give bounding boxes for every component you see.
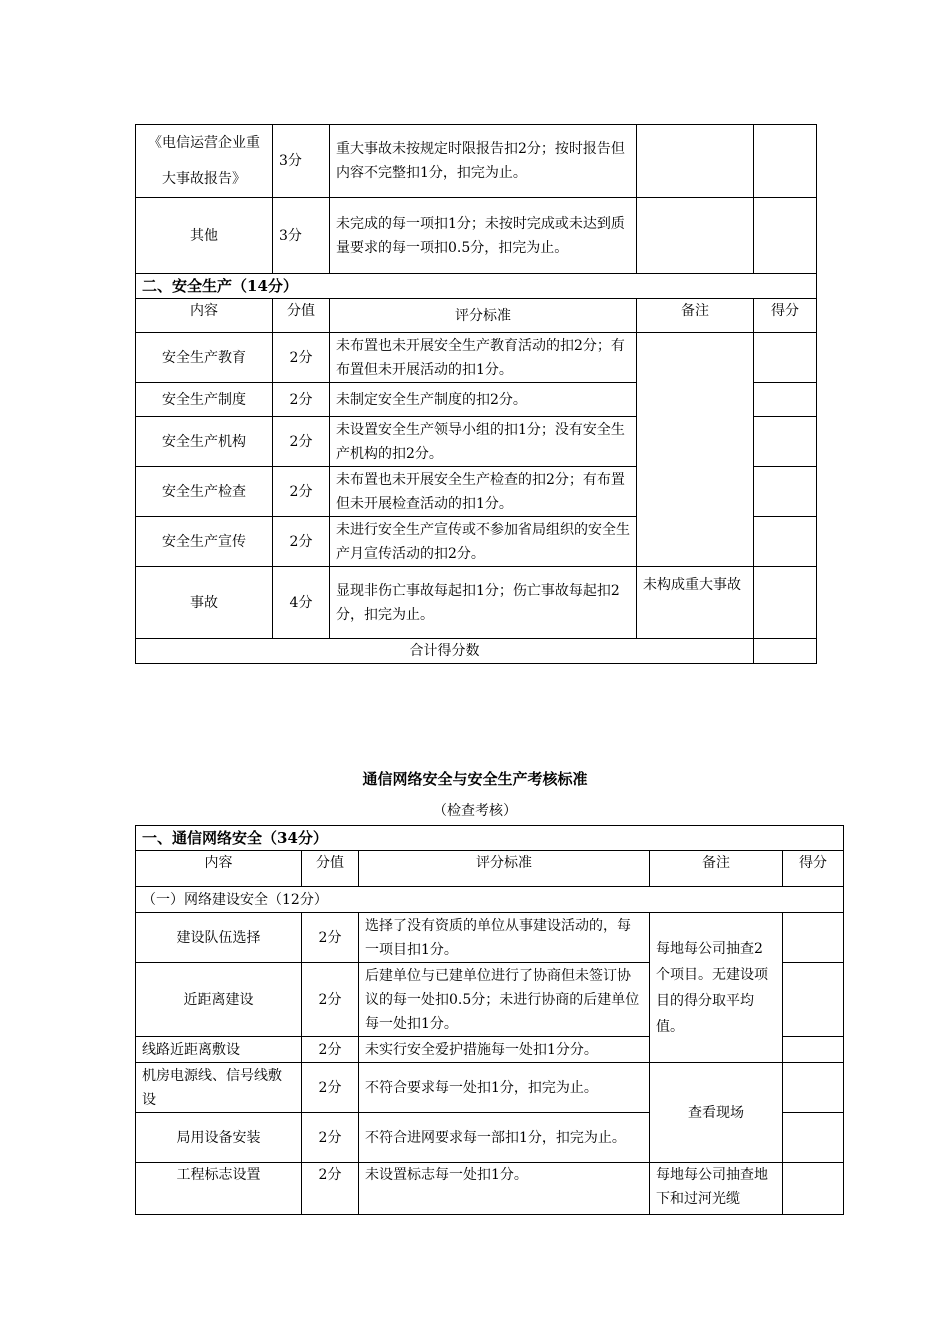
document-subtitle: （检查考核） (433, 803, 517, 819)
content-cell: 安全生产机构 (136, 417, 273, 467)
header-remark: 备注 (650, 851, 783, 887)
remark-cell (637, 125, 754, 198)
content-cell: 《电信运营企业重大事故报告》 (136, 125, 273, 198)
points-cell[interactable] (783, 1163, 844, 1215)
criteria-cell: 重大事故未按规定时限报告扣2分；按时报告但内容不完整扣1分，扣完为止。 (330, 125, 637, 198)
criteria-cell: 未实行安全爱护措施每一处扣1分分。 (359, 1037, 650, 1063)
score-cell: 2分 (273, 383, 330, 417)
criteria-cell: 后建单位与已建单位进行了协商但未签订协议的每一处扣0.5分；未进行协商的后建单位每一处扣1分。 (359, 963, 650, 1037)
score-cell: 2分 (273, 333, 330, 383)
remark-cell: 每地每公司抽查地下和过河光缆 (650, 1163, 783, 1215)
header-row (136, 299, 817, 333)
points-cell[interactable] (754, 198, 817, 274)
header-score: 分值 (273, 299, 330, 333)
header-row (136, 851, 844, 887)
content-cell: 工程标志设置 (136, 1163, 302, 1215)
total-points-cell[interactable] (754, 639, 817, 664)
content-cell: 其他 (136, 198, 273, 274)
criteria-cell: 未制定安全生产制度的扣2分。 (330, 383, 637, 417)
points-cell[interactable] (754, 125, 817, 198)
criteria-cell: 未完成的每一项扣1分；未按时完成或未达到质量要求的每一项扣0.5分，扣完为止。 (330, 198, 637, 274)
table-row (136, 1063, 844, 1113)
section-title: 二、安全生产（14分） (136, 274, 817, 299)
score-cell: 2分 (302, 913, 359, 963)
criteria-cell: 未设置安全生产领导小组的扣1分；没有安全生产机构的扣2分。 (330, 417, 637, 467)
total-label: 合计得分数 (136, 639, 754, 664)
points-cell[interactable] (754, 333, 817, 383)
points-cell[interactable] (783, 963, 844, 1037)
points-cell[interactable] (754, 467, 817, 517)
content-cell: 建设队伍选择 (136, 913, 302, 963)
table-row (136, 333, 817, 383)
content-cell: 安全生产制度 (136, 383, 273, 417)
criteria-cell: 未布置也未开展安全生产检查的扣2分；有布置但未开展检查活动的扣1分。 (330, 467, 637, 517)
points-cell[interactable] (783, 1063, 844, 1113)
table-row (136, 125, 817, 198)
header-score: 分值 (302, 851, 359, 887)
criteria-cell: 不符合要求每一处扣1分，扣完为止。 (359, 1063, 650, 1113)
points-cell[interactable] (754, 383, 817, 417)
total-row (136, 639, 817, 664)
content-cell: 线路近距离敷设 (136, 1037, 302, 1063)
score-cell: 2分 (273, 417, 330, 467)
criteria-cell: 未进行安全生产宣传或不参加省局组织的安全生产月宣传活动的扣2分。 (330, 517, 637, 567)
subsection-row (136, 887, 844, 913)
criteria-cell: 显现非伤亡事故每起扣1分；伤亡事故每起扣2分，扣完为止。 (330, 567, 637, 639)
section-row (136, 826, 844, 851)
header-points: 得分 (754, 299, 817, 333)
header-content: 内容 (136, 851, 302, 887)
points-cell[interactable] (754, 417, 817, 467)
remark-cell: 每地每公司抽查2个项目。无建设项目的得分取平均值。 (650, 913, 783, 1063)
content-cell: 事故 (136, 567, 273, 639)
remark-cell: 查看现场 (650, 1063, 783, 1163)
score-cell: 2分 (302, 1113, 359, 1163)
score-cell: 3分 (273, 198, 330, 274)
remark-cell (637, 333, 754, 567)
score-cell: 2分 (302, 1163, 359, 1215)
score-cell: 2分 (273, 517, 330, 567)
remark-cell: 未构成重大事故 (637, 567, 754, 639)
header-points: 得分 (783, 851, 844, 887)
score-cell: 2分 (273, 467, 330, 517)
table-row (136, 1163, 844, 1215)
points-cell[interactable] (783, 1037, 844, 1063)
content-cell: 近距离建设 (136, 963, 302, 1037)
criteria-cell: 选择了没有资质的单位从事建设活动的，每一项目扣1分。 (359, 913, 650, 963)
header-content: 内容 (136, 299, 273, 333)
content-cell: 机房电源线、信号线敷设 (136, 1063, 302, 1113)
points-cell[interactable] (783, 1113, 844, 1163)
criteria-cell: 不符合进网要求每一部扣1分，扣完为止。 (359, 1113, 650, 1163)
document-title: 通信网络安全与安全生产考核标准 (362, 770, 588, 788)
header-criteria: 评分标准 (359, 851, 650, 887)
table-row (136, 198, 817, 274)
remark-cell (637, 198, 754, 274)
score-cell: 2分 (302, 1063, 359, 1113)
score-cell: 2分 (302, 1037, 359, 1063)
content-cell: 局用设备安装 (136, 1113, 302, 1163)
scoring-table-2 (135, 825, 844, 1215)
points-cell[interactable] (754, 517, 817, 567)
scoring-table-1 (135, 124, 817, 664)
points-cell[interactable] (754, 567, 817, 639)
score-cell: 4分 (273, 567, 330, 639)
criteria-cell: 未设置标志每一处扣1分。 (359, 1163, 650, 1215)
content-cell: 安全生产宣传 (136, 517, 273, 567)
score-cell: 3分 (273, 125, 330, 198)
points-cell[interactable] (783, 913, 844, 963)
table-row (136, 913, 844, 963)
table-row (136, 567, 817, 639)
subsection-title: （一）网络建设安全（12分） (136, 887, 844, 913)
content-cell: 安全生产教育 (136, 333, 273, 383)
score-cell: 2分 (302, 963, 359, 1037)
section-row (136, 274, 817, 299)
header-criteria: 评分标准 (330, 299, 637, 333)
header-remark: 备注 (637, 299, 754, 333)
content-cell: 安全生产检查 (136, 467, 273, 517)
section-title: 一、通信网络安全（34分） (136, 826, 844, 851)
criteria-cell: 未布置也未开展安全生产教育活动的扣2分；有布置但未开展活动的扣1分。 (330, 333, 637, 383)
